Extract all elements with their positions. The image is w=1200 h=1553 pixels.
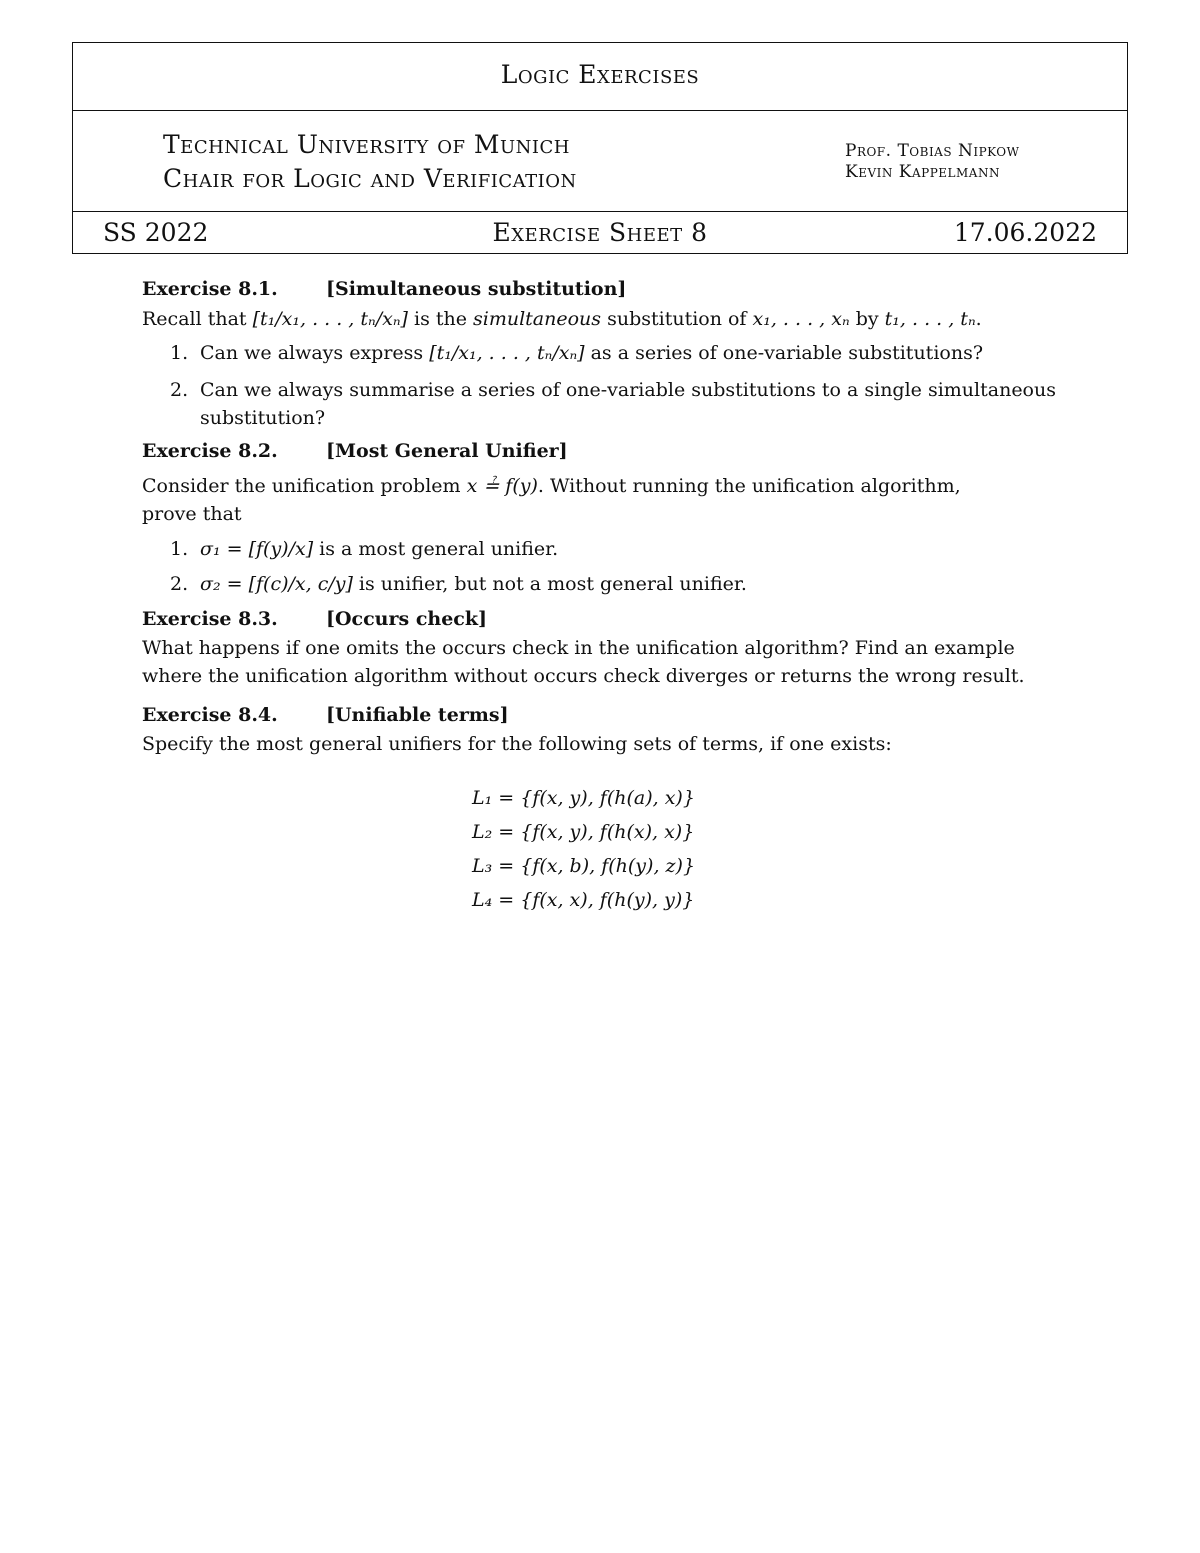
text: . bbox=[975, 308, 982, 330]
professor-name: Prof. Tobias Nipkow bbox=[845, 141, 1020, 161]
math: σ₂ = [f(c)/x, c/y] bbox=[200, 573, 353, 595]
equation-l2: L₂ = {f(x, y), f(h(x), x)} bbox=[472, 821, 695, 843]
text: where the unification algorithm without occurs check diverges or returns the wrong result. bbox=[142, 665, 1025, 687]
exercise-8-2-intro-cont bbox=[142, 503, 242, 525]
math: [t₁/x₁, . . . , tₙ/xₙ] bbox=[252, 308, 408, 330]
math: x₁, . . . , xₙ bbox=[752, 308, 850, 330]
list-number: 1. bbox=[170, 538, 189, 560]
emphasis: simultaneous bbox=[473, 308, 602, 330]
header-title-row bbox=[73, 43, 1127, 111]
exercise-8-2-intro bbox=[142, 475, 961, 497]
sheet-date: 17.06.2022 bbox=[953, 218, 1097, 247]
text: as a series of one-variable substitutions? bbox=[584, 342, 984, 364]
equation-l3: L₃ = {f(x, b), f(h(y), z)} bbox=[472, 855, 696, 877]
math: t₁, . . . , tₙ bbox=[884, 308, 976, 330]
exercise-8-4-heading bbox=[142, 704, 509, 726]
header-box bbox=[72, 42, 1128, 254]
course-title: Logic Exercises bbox=[500, 60, 700, 89]
exercise-8-1-intro bbox=[142, 308, 982, 330]
text: Can we always express bbox=[200, 342, 430, 364]
text: Recall that bbox=[142, 308, 253, 330]
text: prove that bbox=[142, 503, 242, 525]
list-number: 2. bbox=[170, 573, 189, 595]
text: is the bbox=[407, 308, 474, 330]
text: by bbox=[849, 308, 885, 330]
exercise-number: Exercise 8.3. bbox=[142, 608, 278, 630]
exercise-number: Exercise 8.2. bbox=[142, 440, 278, 462]
text: substitution of bbox=[601, 308, 753, 330]
text: Consider the unification problem bbox=[142, 475, 467, 497]
text: substitution? bbox=[200, 407, 326, 429]
equation-l4: L₄ = {f(x, x), f(h(y), y)} bbox=[472, 889, 695, 911]
exercise-title: [Simultaneous substitution] bbox=[326, 278, 627, 300]
text: is unifier, but not a most general unifier. bbox=[352, 573, 747, 595]
header-info-row bbox=[73, 211, 1127, 253]
exercise-8-1-heading bbox=[142, 278, 626, 300]
exercise-8-2-question-2 bbox=[170, 573, 747, 595]
exercise-number: Exercise 8.1. bbox=[142, 278, 278, 300]
text: Specify the most general unifiers for the following sets of terms, if one exists: bbox=[142, 733, 892, 755]
exercise-8-2-heading bbox=[142, 440, 568, 462]
exercise-title: [Occurs check] bbox=[326, 608, 488, 630]
math: [t₁/x₁, . . . , tₙ/xₙ] bbox=[429, 342, 585, 364]
math: σ₁ = [f(y)/x] bbox=[200, 538, 314, 560]
exercise-8-1-question-2-cont bbox=[200, 407, 325, 429]
chair-name: Chair for Logic and Verification bbox=[163, 164, 577, 193]
university-block bbox=[163, 128, 577, 196]
text: What happens if one omits the occurs check in the unification algorithm? Find an example bbox=[142, 637, 1015, 659]
semester: SS 2022 bbox=[103, 218, 209, 247]
exercise-number: Exercise 8.4. bbox=[142, 704, 278, 726]
exercise-title: [Unifiable terms] bbox=[326, 704, 509, 726]
exercise-8-1-question-1 bbox=[170, 342, 983, 364]
text: Can we always summarise a series of one-variable substitutions to a single simultaneous bbox=[200, 379, 1056, 401]
exercise-8-3-heading bbox=[142, 608, 487, 630]
exercise-title: [Most General Unifier] bbox=[326, 440, 568, 462]
sheet-title: Exercise Sheet 8 bbox=[492, 218, 708, 247]
exercise-8-3-line-1 bbox=[142, 637, 1015, 659]
math: x ≟ f(y) bbox=[466, 475, 538, 497]
exercise-8-1-question-2 bbox=[170, 379, 1056, 401]
list-number: 1. bbox=[170, 342, 189, 364]
text: is a most general unifier. bbox=[313, 538, 559, 560]
exercise-8-4-intro bbox=[142, 733, 892, 755]
university-name: Technical University of Munich bbox=[163, 130, 571, 159]
exercise-8-2-question-1 bbox=[170, 538, 558, 560]
assistant-name: Kevin Kappelmann bbox=[845, 162, 1000, 182]
people-block bbox=[845, 141, 1019, 183]
text: . Without running the unification algorithm, bbox=[537, 475, 961, 497]
header-affiliation-row bbox=[73, 110, 1127, 212]
list-number: 2. bbox=[170, 379, 189, 401]
equation-l1: L₁ = {f(x, y), f(h(a), x)} bbox=[472, 787, 695, 809]
exercise-8-3-line-2 bbox=[142, 665, 1025, 687]
